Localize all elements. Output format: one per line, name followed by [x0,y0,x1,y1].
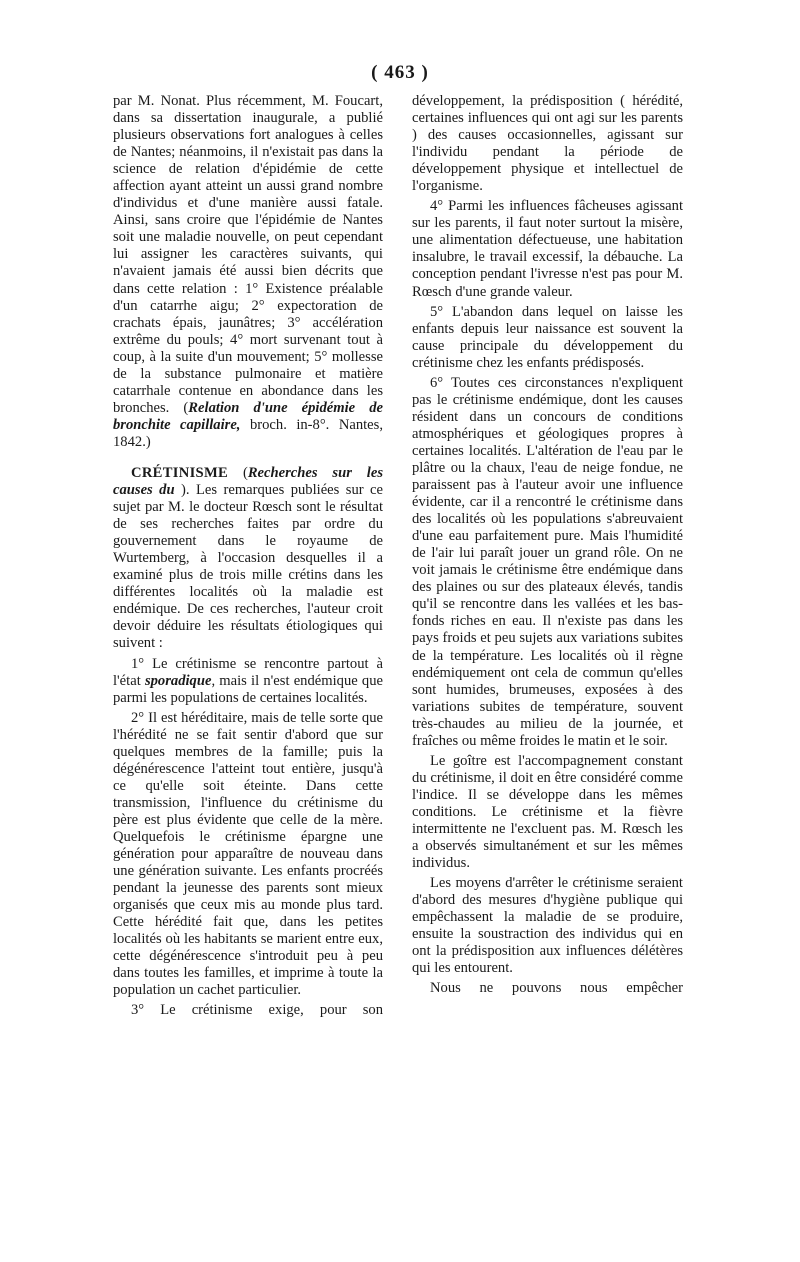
section-heading-cretinisme: CRÉTINISME [131,464,229,481]
right-column [412,93,683,997]
paragraph-cretinisme-intro: CRÉTINISME (Recherches sur les causes du ). Les remarques publiées sur ce sujet par M. le docteur Rœsch sont le résultat de ses recherches faites par ordre du gouvernement dans le royaume de Wurtemberg, à l'occasion desquelles il a examiné plus de trois mille crétins dans les différentes localités où la maladie est endémique. De ces recherches, l'auteur croit devoir déduire les résultats étiologiques qui suivent : [113,464,384,652]
paragraph-point-3-start: 3° Le crétinisme exige, pour son [131,1002,383,1019]
section-subtitle: Recherches sur les causes du [113,464,383,499]
paragraph-prevention: Les moyens d'arrêter le crétinisme seraient d'abord des mesures d'hygiène publique qui empêchassent la maladie de se produire, ensuite la soustraction des individus qui en ont la prédisposition aux influences délétères qui les entourent. [412,875,683,977]
paragraph-point-5: 5° L'abandon dans lequel on laisse les enfants depuis leur naissance est souvent la cause principale du développement du crétinisme chez les enfants prédisposés. [412,303,683,371]
paragraph-bronchitis-conclusion: par M. Nonat. Plus récemment, M. Foucart, dans sa dissertation inaugurale, a publié plusieurs observations fort analogues à celles de Nantes; néanmoins, il n'existait pas dans la science de relation d'épidémie de cette affection ayant atteint un aussi grand nombre d'individus et d'une manière aussi fatale. Ainsi, sans croire que l'épidémie de Nantes soit une maladie nouvelle, on peut cependant lui assigner les caractères suivants, qui n'avaient jamais été aussi bien décrits que dans cette relation : 1° Existence préalable d'un catarrhe aigu; 2° expectoration de crachats épais, jaunâtres; 3° accélération extrême du pouls; 4° mort survenant tout à coup, à la suite d'un mouvement; 5° mollesse de la substance pulmonaire et matière catarrhale contenue en abondance dans les bronches. (Relation d'une épidémie de bronchite capillaire, broch. in-8°. Nantes, 1842.) [113,93,383,450]
paragraph-point-4: 4° Parmi les influences fâcheuses agissant sur les parents, il faut noter surtout la misère, une alimentation défectueuse, une habitation insalubre, le travail excessif, la débauche. La conception pendant l'ivresse n'est pas pour M. Rœsch d'une grande valeur. [412,198,683,300]
paragraph-point-3-continued: développement, la prédisposition ( hérédité, certaines influences qui ont agi sur les parents ) des causes occasionnelles, agissant sur l'individu pendant la période de développement physique et intellectuel de l'organisme. [412,93,683,195]
page-number: ( 463 ) [371,62,429,83]
paragraph-point-6: 6° Toutes ces circonstances n'expliquent pas le crétinisme endémique, dont les causes résident dans un concours de conditions atmosphériques et géologiques propres à certaines localités. L'altération de l'eau par le plâtre ou la chaux, l'eau de neige fondue, ne paraissent pas à l'auteur avoir une influence évidente, car il a rencontré le crétinisme dans des localités où les populations s'abreuvaient d'une eau parfaitement pure. Mais l'humidité de l'air lui paraît jouer un grand rôle. On ne voit jamais le crétinisme être endémique dans des plaines ou sur des plateaux élevés, tandis qu'il se rencontre dans les vallées et les bas-fonds riches en eau. Il n'existe pas dans les pays froids et peu sujets aux variations subites de la température. Les localités où il règne endémiquement ont cela de commun qu'elles sont humides, brumeuses, exposées à des variations subites de température, souvent très-chaudes au milieu de la journée, et fraîches ou même froides le matin et le soir. [412,374,683,749]
paragraph-goitre: Le goître est l'accompagnement constant du crétinisme, il doit en être considéré comme l'indice. Il se développe dans les mêmes conditions. Le crétinisme et la fièvre intermittente ne l'excluent pas. M. Rœsch les a observés simultanément et sur les mêmes individus. [412,752,683,872]
paragraph-point-2: 2° Il est héréditaire, mais de telle sorte que l'hérédité ne se fait sentir d'abord que sur quelques membres de la famille; puis la dégénérescence l'atteint tout entière, jusqu'à ce qu'elle soit éteinte. Dans cette transmission, l'influence du crétinisme du père est plus évidente que celle de la mère. Quelquefois le crétinisme épargne une génération pour apparaître de nouveau dans une génération suivante. Les enfants procréés pendant la jeunesse des parents sont mieux organisés que ceux mis au monde plus tard. Cette hérédité fait que, dans les petites localités où les habitants se marient entre eux, cette dégénérescence s'introduit peu à peu dans toutes les familles, et imprime à toute la population un cachet particulier. [113,709,383,999]
citation-title: Relation d'une épidémie de bronchite capillaire, [113,399,383,433]
paragraph-point-1: 1° Le crétinisme se rencontre partout à l'état sporadique, mais il n'est endémique que parmi les populations de certaines localités. [113,655,383,706]
left-column [113,93,383,1019]
paragraph-closing: Nous ne pouvons nous empêcher [430,980,683,997]
